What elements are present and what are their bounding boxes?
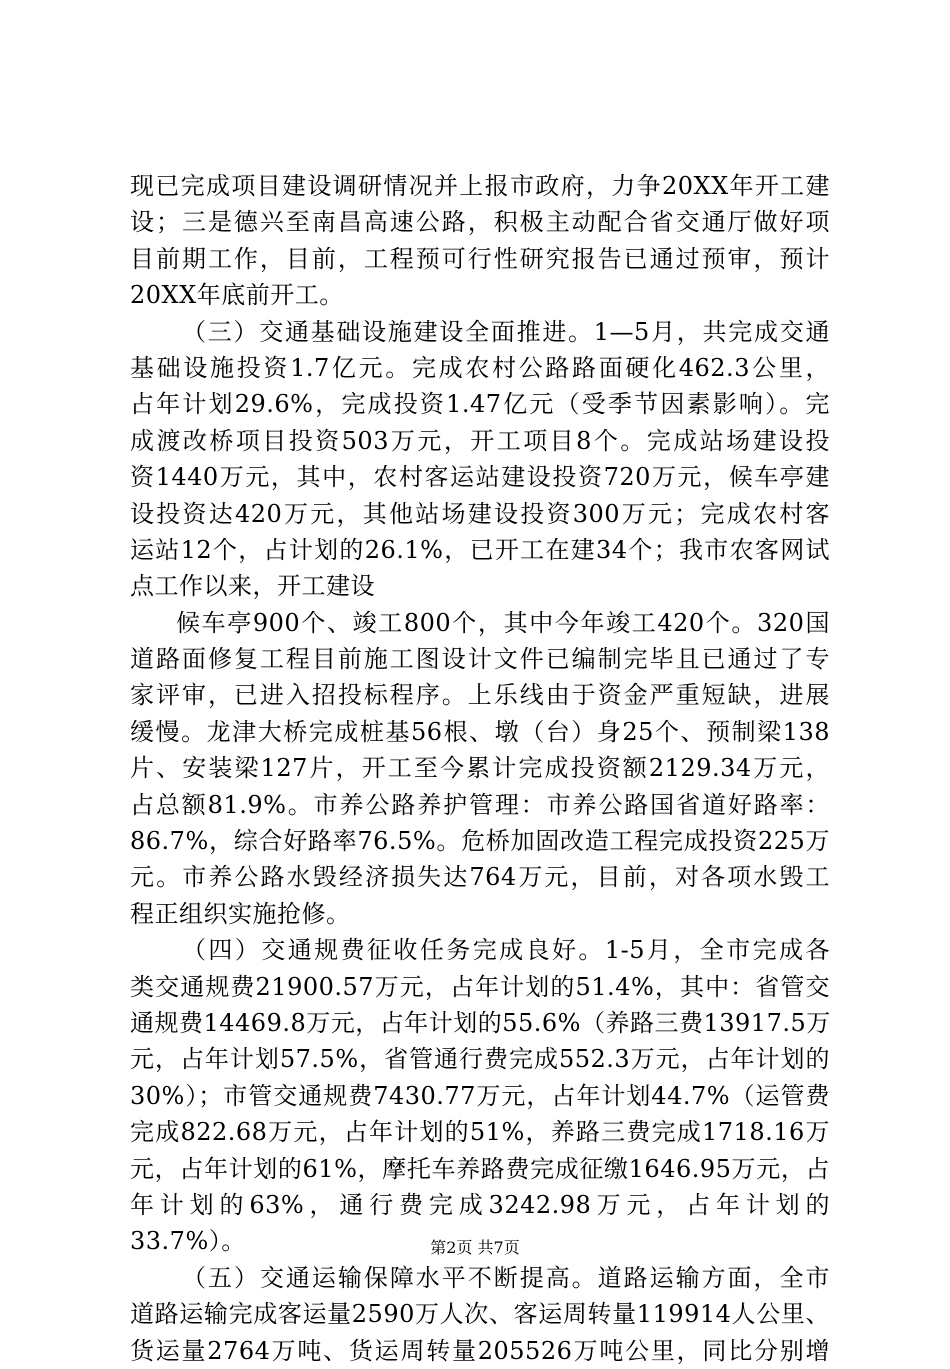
text-line: 占年计划29.6%，完成投资1.47亿元（受季节因素影响）。完 [130, 390, 830, 419]
text-line: 元，占年计划57.5%，省管通行费完成552.3万元，占年计划的 [130, 1045, 830, 1074]
text-line: （五）交通运输保障水平不断提高。道路运输方面，全市 [182, 1263, 830, 1292]
text-line: 缓慢。龙津大桥完成桩基56根、墩（台）身25个、预制梁138 [130, 717, 830, 746]
text-line: （四）交通规费征收任务完成良好。1-5月，全市完成各 [182, 936, 830, 965]
text-line: 道路面修复工程目前施工图设计文件已编制完毕且已通过了专 [130, 645, 830, 674]
text-line: 成渡改桥项目投资503万元，开工项目8个。完成站场建设投 [130, 426, 830, 455]
body-text [130, 168, 830, 1369]
text-line: 完成822.68万元，占年计划的51%，养路三费完成1718.16万 [130, 1118, 830, 1147]
text-line: 程正组织实施抢修。 [130, 899, 351, 928]
text-line: 86.7%，综合好路率76.5%。危桥加固改造工程完成投资225万 [130, 827, 830, 856]
text-line: 30%）；市管交通规费7430.77万元，占年计划44.7%（运管费 [130, 1081, 830, 1110]
text-line: 元。市养公路水毁经济损失达764万元，目前，对各项水毁工 [130, 863, 830, 892]
text-line: 20XX年底前开工。 [130, 281, 344, 310]
text-line: 元，占年计划的61%，摩托车养路费完成征缴1646.95万元，占 [130, 1154, 830, 1183]
text-line: 年计划的63%，通行费完成3242.98万元，占年计划的 [130, 1190, 830, 1219]
text-line: 基础设施投资1.7亿元。完成农村公路路面硬化462.3公里， [130, 353, 830, 382]
text-line: 家评审，已进入招投标程序。上乐线由于资金严重短缺，进展 [130, 681, 830, 710]
text-line: （三）交通基础设施建设全面推进。1—5月，共完成交通 [182, 317, 830, 346]
text-line: 道路运输完成客运量2590万人次、客运周转量119914人公里、 [130, 1300, 830, 1329]
text-line: 设投资达420万元，其他站场建设投资300万元；完成农村客 [130, 499, 830, 528]
text-line: 通规费14469.8万元，占年计划的55.6%（养路三费13917.5万 [130, 1008, 831, 1037]
text-line: 候车亭900个、竣工800个，其中今年竣工420个。320国 [176, 608, 830, 637]
text-line: 目前期工作，目前，工程预可行性研究报告已通过预审，预计 [130, 244, 830, 273]
text-line: 货运量2764万吨、货运周转量205526万吨公里，同比分别增 [130, 1336, 830, 1365]
text-line: 设；三是德兴至南昌高速公路，积极主动配合省交通厅做好项 [130, 208, 830, 237]
text-line: 占总额81.9%。市养公路养护管理：市养公路国省道好路率： [130, 790, 830, 819]
text-line: 33.7%）。 [130, 1227, 246, 1256]
text-line: 片、安装梁127片，开工至今累计完成投资额2129.34万元， [130, 754, 830, 783]
text-line: 点工作以来，开工建设 [130, 572, 375, 601]
page-footer: 第2页 共7页 [430, 1238, 520, 1257]
text-line: 类交通规费21900.57万元，占年计划的51.4%，其中：省管交 [130, 972, 830, 1001]
text-line: 现已完成项目建设调研情况并上报市政府，力争20XX年开工建 [130, 172, 830, 200]
text-line: 运站12个，占计划的26.1%，已开工在建34个；我市农客网试 [130, 535, 830, 564]
text-line: 资1440万元，其中，农村客运站建设投资720万元，候车亭建 [130, 463, 830, 492]
